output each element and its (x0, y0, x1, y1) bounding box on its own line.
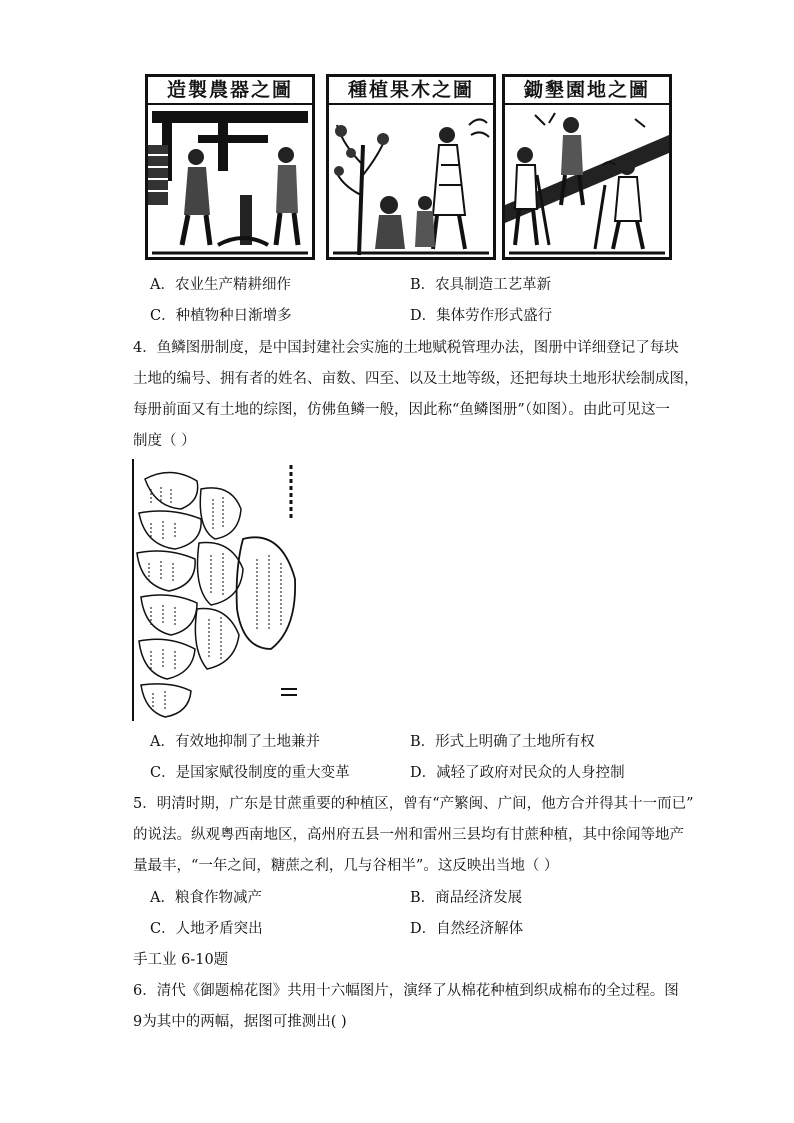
q5-option-b: B．商品经济发展 (410, 890, 523, 906)
woodcut-panel-hoeing (502, 74, 672, 260)
fish-scale-map-drawing (131, 459, 299, 721)
q6-stem-line-2: 9为其中的两幅，据图可推测出( ) (133, 1014, 347, 1030)
hoeing-illustration (505, 105, 669, 259)
panel-title: 造製農器之圖 (148, 77, 312, 105)
q5-option-c: C．人地矛盾突出 (150, 921, 263, 937)
q6-stem-line-1: 6．清代《御题棉花图》共用十六幅图片，演绎了从棉花种植到织成棉布的全过程。图 (133, 983, 679, 999)
q5-option-a: A．粮食作物减产 (150, 890, 262, 906)
q4-option-b: B．形式上明确了土地所有权 (410, 734, 595, 750)
q4-stem-line-4: 制度（ ） (133, 433, 196, 449)
q4-stem-line-3: 每册前面又有土地的综图，仿佛鱼鳞一般，因此称“鱼鳞图册”（如图）。由此可见这一 (133, 402, 670, 418)
q5-stem-line-2: 的说法。纵观粤西南地区，高州府五县一州和雷州三县均有甘蔗种植，其中徐闻等地产 (133, 827, 684, 843)
woodcut-panel-fruit-trees (326, 74, 496, 260)
panel-title: 鋤墾園地之圖 (505, 77, 669, 105)
section-heading: 手工业 6-10题 (133, 952, 229, 968)
fruit-trees-illustration (329, 105, 493, 259)
q3-option-c: C．种植物种日渐增多 (150, 308, 292, 324)
q5-stem-line-1: 5．明清时期，广东是甘蔗重要的种植区，曾有“产繁闽、广间，他方合并得其十一而已” (133, 796, 694, 812)
q4-stem-line-1: 4．鱼鳞图册制度，是中国封建社会实施的土地赋税管理办法，图册中详细登记了每块 (133, 340, 679, 356)
q5-stem-line-3: 量最丰，“一年之间，糖蔗之利，几与谷相半”。这反映出当地（ ） (133, 858, 559, 874)
q4-option-d: D．减轻了政府对民众的人身控制 (410, 765, 625, 781)
q3-option-d: D．集体劳作形式盛行 (410, 308, 553, 324)
fish-scale-register-map (131, 459, 299, 721)
q3-option-a: A．农业生产精耕细作 (150, 277, 291, 293)
q4-option-c: C．是国家赋役制度的重大变革 (150, 765, 350, 781)
woodcut-panel-farm-tools (145, 74, 315, 260)
q4-option-a: A．有效地抑制了土地兼并 (150, 734, 320, 750)
panel-title: 種植果木之圖 (329, 77, 493, 105)
q3-option-b: B．农具制造工艺革新 (410, 277, 552, 293)
farm-tools-illustration (148, 105, 312, 259)
q4-stem-line-2: 土地的编号、拥有者的姓名、亩数、四至、以及土地等级，还把每块土地形状绘制成图， (133, 371, 699, 387)
q5-option-d: D．自然经济解体 (410, 921, 524, 937)
